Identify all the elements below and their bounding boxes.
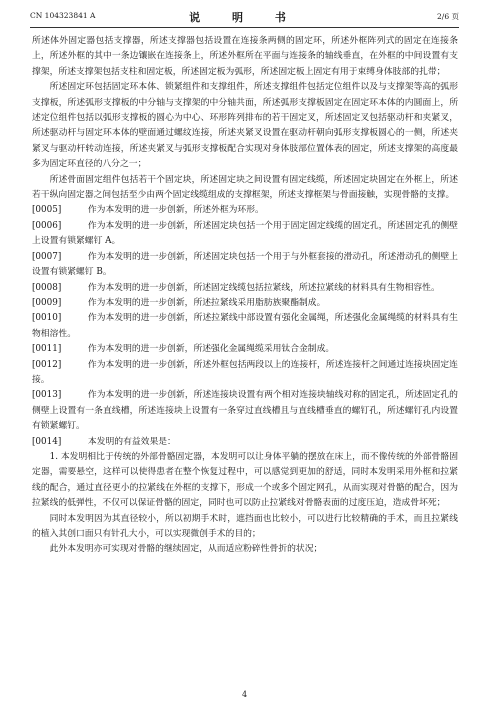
numbered-paragraph [32,250,458,281]
paragraph [32,512,458,543]
paragraph [32,80,458,172]
paragraph-text: 作为本发明的进一步创新，所述外框为环形。 [87,205,264,216]
paragraph-text: 作为本发明的进一步创新，所述连接块设置有两个相对连接块轴线对称的固定孔，所述固定孔的侧壁上设置有一条直线槽，所述连接块上设置有一条穿过直线槽且与直线槽垂直的螺钉孔，所述螺钉孔内设置有锁紧螺钉。 [32,390,458,432]
numbered-paragraph [32,342,458,357]
paragraph-number: [0014] [32,436,62,447]
paragraph-number: [0006] [32,220,62,231]
page-number: 4 [241,690,248,699]
paragraph-text: 所述体外固定器包括支撑器，所述支撑器包括设置在连接条两侧的固定环，所述外框阵列式的固定在连接条上，所述外框的其中一条边镶嵌在连接条上，所述外框所在平面与连接条的轴线垂直，在外框的中间设置有支撑架，所述支撑架包括支柱和固定板，所述固定板为弧形，所述固定板上固定有用于束缚身体肢部的扎带； [32,36,458,77]
numbered-paragraph [32,388,458,434]
description-body [32,34,458,558]
paragraph [32,450,458,512]
publication-number: CN 104323841 A [30,11,96,20]
paragraph-text: 作为本发明的进一步创新，所述拉紧线采用脂肪族聚酯制成。 [87,297,326,308]
paragraph-number: [0005] [32,205,62,216]
paragraph-text: 此外本发明亦可实现对骨骼的继续固定，从而适应粉碎性骨折的状况； [49,544,323,555]
paragraph-text: 作为本发明的进一步创新，所述固定块包括一个用于与外框套接的滑动孔，所述滑动孔的侧壁上设置有锁紧螺钉 B。 [32,251,458,278]
header-rule [30,27,459,28]
paragraph-text: 本发明的有益效果是： [87,436,176,447]
numbered-paragraph [32,358,458,389]
numbered-paragraph [32,203,458,218]
page-header [30,9,459,25]
paragraph-text: 作为本发明的进一步创新，所述固定块包括一个用于固定固定线缆的固定孔，所述固定孔的侧壁上设置有锁紧螺钉 A。 [32,220,458,247]
paragraph-text: 同时本发明因为其直径较小，所以初期手术时，遮挡面也比较小，可以进行比较精确的手术，而且拉紧线的植入其创口面只有针孔大小，可以实现微创手术的目的； [32,513,458,539]
numbered-paragraph [32,219,458,250]
paragraph-text: 1. 本发明相比于传统的外部骨骼固定器，本发明可以让身体平躺的摆放在床上，而不像传统的外部骨骼固定器，需要悬空，这样可以使得患者在整个恢复过程中，可以感觉到更加的舒适，同时本发明采用外框和拉紧线的配合，通过直径更小的拉紧线在外框的支撑下，形成一个或多个固定网孔，从而实现对骨骼的配合，因为拉紧线的低弹性，不仅可以保证骨骼的固定，同时也可以防止拉紧线对骨骼表面的过度压迫，造成骨坏死； [32,451,458,509]
paragraph [32,542,458,557]
paragraph [32,173,458,204]
numbered-paragraph [32,296,458,311]
paragraph-number: [0010] [32,313,62,324]
document-title: 说 明 书 [189,11,300,24]
paragraph-number: [0008] [32,282,62,293]
paragraph-text: 作为本发明的进一步创新，所述外框包括两段以上的连接杆，所述连接杆之间通过连接块固定连接。 [32,359,458,385]
paragraph-number: [0007] [32,251,62,262]
paragraph-number: [0013] [32,390,62,401]
numbered-paragraph [32,435,458,450]
paragraph-number: [0009] [32,297,62,308]
paragraph-number: [0012] [32,359,62,370]
paragraph-text: 作为本发明的进一步创新，所述拉紧线中部设置有强化金属绳，所述强化金属绳缆的材料具有生物相溶性。 [32,313,458,339]
numbered-paragraph [32,311,458,342]
numbered-paragraph [32,281,458,296]
paragraph-number: [0011] [32,344,62,355]
page-indicator: 2/6 页 [437,12,459,21]
paragraph-text: 作为本发明的进一步创新，所述强化金属绳缆采用钛合金制成。 [87,344,335,355]
paragraph-text: 所述骨面固定组件包括若干个固定块，所述固定块之间设置有固定线缆，所述固定块固定在外框上，所述若干纵向固定器之间包括至少由两个固定线缆组成的支撑框架，所述支撑框架与骨面接触，实现骨骼的支撑。 [32,174,458,201]
paragraph-text: 作为本发明的进一步创新，所述固定线缆包括拉紧线，所述拉紧线的材料具有生物相容性。 [87,282,440,293]
paragraph-text: 所述固定环包括固定环本体、锁紧组件和支撑组件，所述支撑组件包括定位组件以及与支撑架等高的弧形支撑板，所述弧形支撑板的中分轴与支撑架的中分轴共面，所述弧形支撑板固定在固定环本体的内圆面上，所述定位组件包括以弧形支撑板的圆心为中心、环形阵列排布的若干固定叉，所述固定叉包括驱动杆和夹紧叉，所述驱动杆与固定环本体的壁面通过螺纹连接，所述夹紧叉设置在驱动杆朝向弧形支撑板圆心的一侧，所述夹紧叉与驱动杆转动连接，所述夹紧叉与弧形支撑板配合实现对身体肢部位置体表的固定，所述支撑架的高度最多为固定环直径的八分之一； [32,82,458,170]
paragraph [32,34,458,80]
